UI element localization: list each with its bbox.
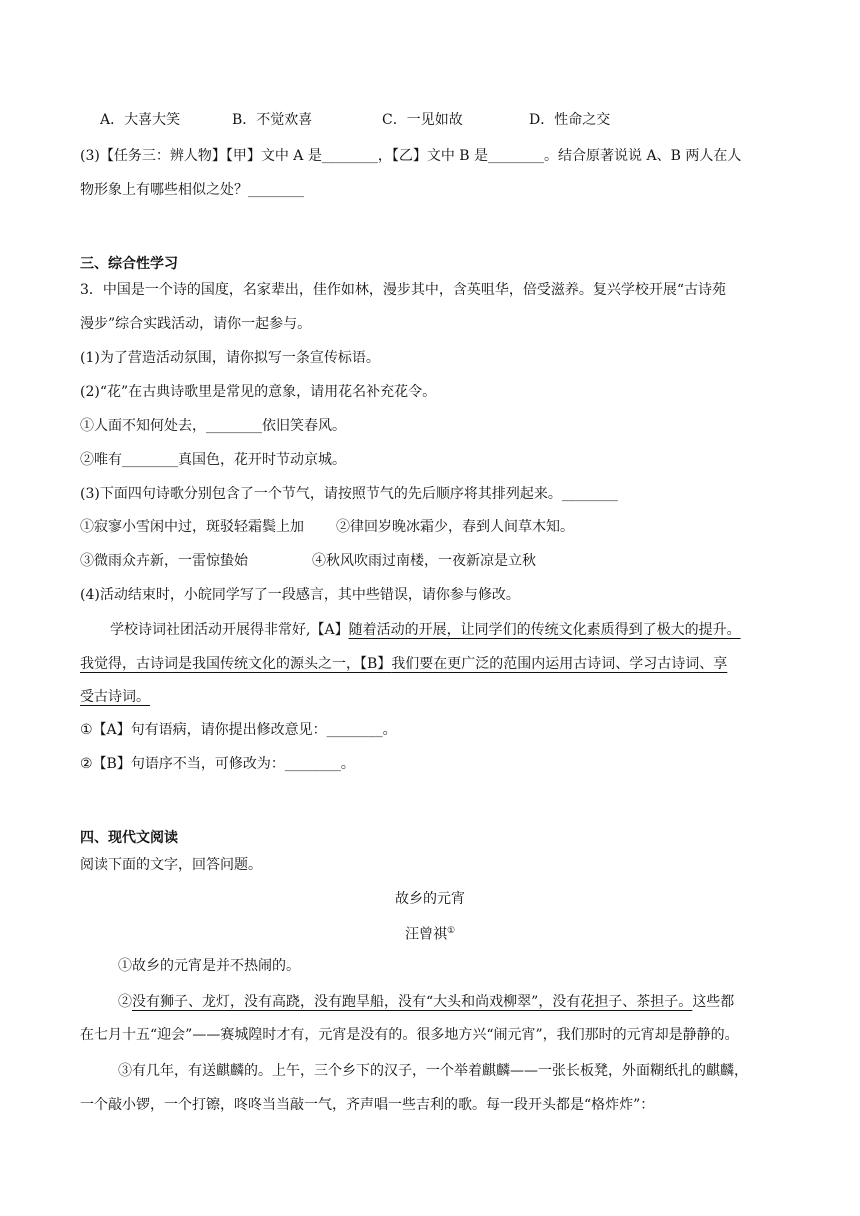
tag-b: 【B】 [360,656,392,672]
poem-line-1-2 [80,517,574,537]
paragraph-2-line1 [118,992,734,1012]
question-2b: ②唯有________真国色，花开时节动京城。 [80,452,346,468]
passage-line1 [110,620,741,640]
answer-options [100,110,610,130]
passage-line3 [80,687,150,707]
poem-2: ②律回岁晚冰霜少，春到人间草木知。 [336,519,574,535]
paragraph-2-number: ② [118,994,132,1010]
question-3: (3)下面四句诗歌分别包含了一个节气，请按照节气的先后顺序将其排列起来。________ [80,486,618,502]
poem-line-3-4 [80,551,536,571]
option-b: B．不觉欢喜 [232,112,313,128]
passage-lead: 学校诗词社团活动开展得非常好, [110,622,311,638]
tag-a: 【A】 [310,622,349,638]
paragraph-2-line2: 在七月十五“迎会”——赛城隍时才有，元宵是没有的。很多地方兴“闹元宵”，我们那时的元宵却是静静的。 [80,1027,739,1043]
task3-line2: 物形象上有哪些相似之处？________ [80,182,304,198]
section3-intro-line2: 漫步”综合实践活动，请你一起参与。 [80,316,312,332]
paragraph-1: ①故乡的元宵是并不热闹的。 [118,958,300,974]
article-title: 故乡的元宵 [395,891,465,907]
question-2a: ①人面不知何处去，________依旧笑春风。 [80,418,346,434]
section4-heading: 四、现代文阅读 [80,830,178,846]
paragraph-3-line1: ③有几年，有送麒麟的。上午，三个乡下的汉子，一个举着麒麟——一张长板凳，外面糊纸扎的麒麟， [118,1063,748,1079]
sentence-b: 我们要在更广泛的范围内运用古诗词、学习古诗词、享 [391,656,728,672]
passage-line2 [80,654,727,674]
article-author [0,921,860,945]
poem-3: ③微雨众卉新，一雷惊蛰始 [80,553,248,569]
question-1: (1)为了营造活动氛围，请你拟写一条宣传标语。 [80,350,380,366]
question-2: (2)“花”在古典诗歌里是常见的意象，请用花名补充花令。 [80,384,437,400]
poem-1: ①寂寥小雪闲中过，斑驳轻霜鬓上加 [80,519,304,535]
paragraph-3-line2: 一个敲小锣，一个打镲，咚咚当当敲一气，齐声唱一些吉利的歌。每一段开头都是“格炸炸”： [80,1097,655,1113]
author-footnote-mark: ① [446,926,456,936]
author-name: 汪曾祺 [404,926,447,943]
task3-line1: (3)【任务三：辨人物】【甲】文中 A 是________，【乙】文中 B 是________。结合原著说说 A、B 两人在人 [80,148,742,164]
question-4: (4)活动结束时，小皖同学写了一段感言，其中些错误，请你参与修改。 [80,587,520,603]
section3-intro-line1: 3．中国是一个诗的国度，名家辈出，佳作如林，漫步其中，含英咀华，倍受滋养。复兴学校开展“古诗苑 [80,282,727,298]
option-a: A．大喜大笑 [100,112,181,128]
paragraph-2-rest: 这些都 [692,994,735,1010]
option-d: D．性命之交 [529,112,611,128]
poem-4: ④秋风吹雨过南楼，一夜新凉是立秋 [312,553,536,569]
section3-heading: 三、综合性学习 [80,256,178,272]
sentence-a: 随着活动的开展，让同学们的传统文化素质得到了极大的提升。 [348,622,741,638]
sentence-b-end: 受古诗词。 [80,689,150,705]
paragraph-2-underlined: 没有狮子、龙灯，没有高跷，没有跑旱船，没有“大头和尚戏柳翠”，没有花担子、茶担子。 [132,994,693,1010]
option-c: C．一见如故 [382,112,463,128]
passage-line2-text: 我觉得，古诗词是我国传统文化的源头之一， [80,656,360,672]
reading-instruction: 阅读下面的文字，回答问题。 [80,857,262,873]
fix-a: ①【A】句有语病，请你提出修改意见：________。 [80,722,397,738]
fix-b: ②【B】句语序不当，可修改为：________。 [80,756,355,772]
